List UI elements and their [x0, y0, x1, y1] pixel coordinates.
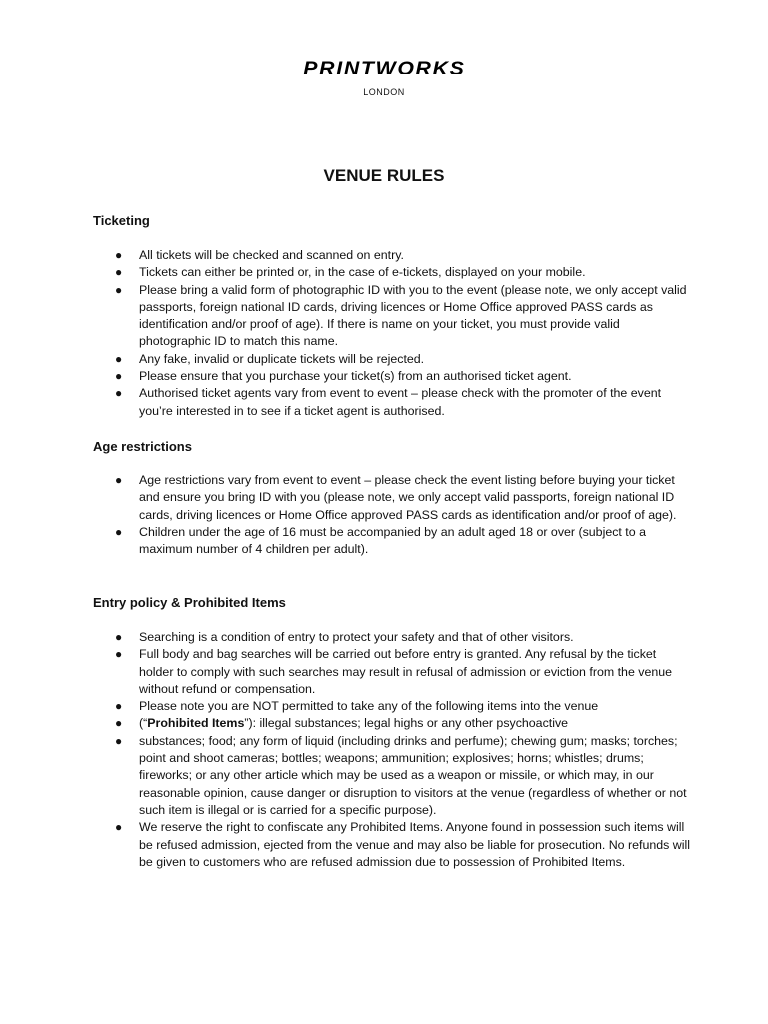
entry-policy-list	[93, 629, 693, 871]
list-item	[93, 368, 693, 385]
bullet-icon: ●	[115, 386, 123, 401]
bullet-icon: ●	[115, 369, 123, 384]
section-heading-ticketing: Ticketing	[93, 213, 150, 228]
bullet-icon: ●	[115, 699, 123, 714]
list-item-text: Any fake, invalid or duplicate tickets will be rejected.	[139, 351, 425, 366]
list-item	[93, 646, 693, 698]
bullet-icon: ●	[115, 248, 123, 262]
bullet-icon: ●	[115, 733, 123, 748]
ticketing-rules-list	[93, 247, 693, 420]
list-item	[93, 819, 693, 871]
bullet-icon: ●	[115, 265, 123, 280]
logo-wordmark: PRINTWORKS	[302, 60, 466, 74]
bullet-icon: ●	[115, 282, 123, 297]
bullet-icon: ●	[115, 716, 123, 731]
quote-close: ”): illegal substances; legal highs or any other psychoactive	[244, 716, 569, 731]
prohibited-items-term: Prohibited Items	[147, 716, 245, 731]
bullet-icon: ●	[115, 820, 123, 835]
list-item-text: Please ensure that you purchase your ticket(s) from an authorised ticket agent.	[139, 369, 572, 384]
list-item	[93, 629, 693, 646]
list-item	[93, 282, 693, 351]
list-item	[93, 247, 693, 264]
list-item-text: We reserve the right to confiscate any Prohibited Items. Anyone found in possession such items will be refused admission, ejected from the venue and may also be liable for prosecution. No refunds will be given to customers who are refused admission due to possession of Prohibited Items.	[139, 820, 690, 869]
list-item-text: Searching is a condition of entry to protect your safety and that of other visitors.	[139, 630, 574, 644]
section-heading-entry-policy: Entry policy & Prohibited Items	[93, 595, 286, 610]
logo-subtitle: LONDON	[363, 87, 405, 97]
list-item-text: Please note you are NOT permitted to take any of the following items into the venue	[139, 699, 599, 714]
bullet-icon: ●	[115, 647, 123, 662]
age-restrictions-list	[93, 472, 693, 558]
bullet-icon: ●	[115, 351, 123, 366]
list-item	[93, 472, 693, 524]
list-item-text: Please bring a valid form of photographic ID with you to the event (please note, we only accept valid passports, foreign national ID cards, driving licences or Home Office approved PASS cards as identification and/or proof of age). If there is name on your ticket, you must provide valid photographic ID to match this name.	[139, 282, 687, 349]
document-title: VENUE RULES	[323, 166, 445, 185]
list-item	[93, 698, 693, 715]
bullet-icon: ●	[115, 630, 123, 644]
list-item-text	[139, 716, 568, 730]
bullet-icon: ●	[115, 524, 123, 539]
list-item	[93, 351, 693, 368]
list-item	[93, 264, 693, 281]
list-item-text: All tickets will be checked and scanned on entry.	[139, 248, 404, 262]
list-item-text: Age restrictions vary from event to event – please check the event listing before buying your ticket and ensure you bring ID with you (please note, we only accept valid passports, foreign national ID cards, driving licences or Home Office approved PASS cards as identification and/or proof of age).	[139, 473, 677, 522]
list-item-text: Tickets can either be printed or, in the case of e-tickets, displayed on your mobile.	[139, 265, 586, 280]
list-item-text: Authorised ticket agents vary from event to event – please check with the promoter of the event you’re interested in to see if a ticket agent is authorised.	[139, 386, 662, 418]
section-heading-age-restrictions: Age restrictions	[93, 439, 192, 454]
quote-open: (“	[139, 716, 148, 731]
list-item-text: Children under the age of 16 must be accompanied by an adult aged 18 or over (subject to a maximum number of 4 children per adult).	[139, 524, 646, 557]
list-item	[93, 385, 693, 420]
bullet-icon: ●	[115, 473, 123, 487]
list-item	[93, 733, 693, 819]
list-item-text: Full body and bag searches will be carried out before entry is granted. Any refusal by the ticket holder to comply with such searches may result in refusal of admission or eviction from the venue without refund or compensation.	[139, 647, 673, 696]
printworks-logo	[0, 60, 768, 97]
list-item	[93, 524, 693, 559]
list-item	[93, 715, 693, 732]
list-item-text: substances; food; any form of liquid (including drinks and perfume); chewing gum; masks; torches; point and shoot cameras; bottles; weapons; ammunition; explosives; horns; whistles; drums; fireworks; or any other article which may be used as a weapon or missile, or which may, in our reasonable opinion, cause danger or disruption to visitors at the venue (regardless of whether or not such item is illegal or is carried for a specific purpose).	[139, 733, 687, 817]
